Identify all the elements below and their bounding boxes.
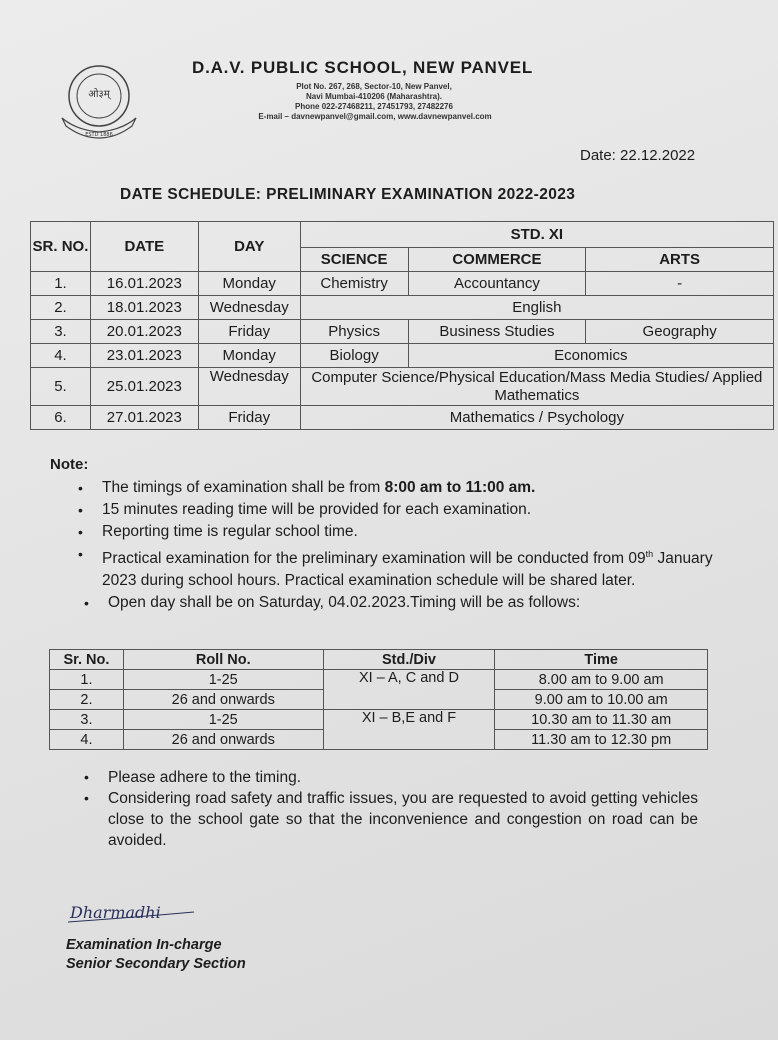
table-row: [50, 710, 708, 730]
list-item: • Considering road safety and traffic issues, you are requested to avoid getting vehicles close to the school gate so that the inconvenience and congestion on road can be avoided.: [108, 788, 698, 851]
cell-date: 18.01.2023: [90, 296, 198, 320]
table-row: [31, 406, 774, 430]
header-roll-no: Roll No.: [123, 650, 323, 670]
list-item: • Please adhere to the timing.: [108, 767, 698, 788]
cell-day: Monday: [198, 272, 300, 296]
address-line: Navi Mumbai-410206 (Maharashtra).: [305, 92, 443, 101]
table-row: [31, 272, 774, 296]
header-time: Time: [495, 650, 708, 670]
list-item: • Practical examination for the preliminary examination will be conducted from 09th January 2023 during school hours. Practical examination schedule will be shared later.: [102, 543, 722, 592]
cell-sr: 2.: [31, 296, 91, 320]
cell-sr: 3.: [31, 320, 91, 344]
cell-date: 23.01.2023: [90, 344, 198, 368]
cell-std-div: XI – A, C and D: [323, 670, 495, 710]
notice-date: Date: 22.12.2022: [580, 147, 696, 164]
table-row: [31, 368, 774, 406]
cell-date: 20.01.2023: [90, 320, 198, 344]
header-science: SCIENCE: [300, 248, 408, 272]
cell-arts: -: [586, 272, 774, 296]
cell-std-div: XI – B,E and F: [323, 710, 495, 750]
list-item: • The timings of examination shall be from 8:00 am to 11:00 am.: [102, 477, 722, 499]
exam-schedule-table: [30, 221, 774, 430]
cell-day: Wednesday: [198, 368, 300, 406]
cell-time: 9.00 am to 10.00 am: [495, 690, 708, 710]
cell-date: 16.01.2023: [90, 272, 198, 296]
cell-sr: 2.: [50, 690, 124, 710]
list-item: • 15 minutes reading time will be provided for each examination.: [102, 499, 722, 521]
cell-roll: 1-25: [123, 670, 323, 690]
cell-science: Chemistry: [300, 272, 408, 296]
notes-list: [102, 477, 722, 614]
cell-date: 27.01.2023: [90, 406, 198, 430]
header-sr-no: SR. NO.: [31, 222, 91, 272]
cell-roll: 26 and onwards: [123, 690, 323, 710]
cell-date: 25.01.2023: [90, 368, 198, 406]
header-std: STD. XI: [300, 222, 773, 248]
header-date: DATE: [90, 222, 198, 272]
svg-text:ESTD 1886: ESTD 1886: [85, 132, 113, 138]
cell-commerce: Accountancy: [408, 272, 586, 296]
cell-day: Monday: [198, 344, 300, 368]
header-std-div: Std./Div: [323, 650, 495, 670]
signature-image: [66, 896, 206, 926]
cell-time: 10.30 am to 11.30 am: [495, 710, 708, 730]
cell-commerce: Business Studies: [408, 320, 586, 344]
cell-all-streams: Mathematics / Psychology: [300, 406, 773, 430]
email-line: E-mail – davnewpanvel@gmail.com, www.davnewpanvel.com: [258, 112, 492, 121]
header-sr-no: Sr. No.: [50, 650, 124, 670]
cell-commerce-arts: Economics: [408, 344, 773, 368]
cell-sr: 6.: [31, 406, 91, 430]
cell-roll: 1-25: [123, 710, 323, 730]
list-item: • Open day shall be on Saturday, 04.02.2023.Timing will be as follows:: [108, 592, 722, 614]
phone-line: Phone 022-27468211, 27451793, 27482276: [295, 102, 453, 111]
notes-list-2: [108, 767, 698, 851]
signatory-section: Senior Secondary Section: [66, 956, 246, 972]
cell-day: Wednesday: [198, 296, 300, 320]
cell-day: Friday: [198, 406, 300, 430]
header-day: DAY: [198, 222, 300, 272]
school-name: D.A.V. PUBLIC SCHOOL, NEW PANVEL: [192, 58, 534, 77]
table-row: [50, 670, 708, 690]
cell-sr: 4.: [50, 730, 124, 750]
cell-all-streams: Computer Science/Physical Education/Mass Media Studies/ Applied Mathematics: [300, 368, 773, 406]
cell-time: 8.00 am to 9.00 am: [495, 670, 708, 690]
svg-text:ओ३म्: ओ३म्: [88, 89, 110, 100]
cell-roll: 26 and onwards: [123, 730, 323, 750]
note-label: Note:: [50, 456, 89, 473]
list-item: • Reporting time is regular school time.: [102, 521, 722, 543]
cell-sr: 1.: [50, 670, 124, 690]
open-day-table: [49, 649, 708, 750]
table-row: [31, 320, 774, 344]
cell-science: Physics: [300, 320, 408, 344]
cell-sr: 3.: [50, 710, 124, 730]
cell-day: Friday: [198, 320, 300, 344]
school-emblem-icon: [56, 56, 142, 142]
page-title: DATE SCHEDULE: PRELIMINARY EXAMINATION 2022-2023: [120, 186, 576, 203]
header-commerce: COMMERCE: [408, 248, 586, 272]
cell-sr: 5.: [31, 368, 91, 406]
address-line: Plot No. 267, 268, Sector-10, New Panvel,: [296, 82, 452, 91]
table-row: [31, 296, 774, 320]
header-arts: ARTS: [586, 248, 774, 272]
cell-all-streams: English: [300, 296, 773, 320]
cell-sr: 4.: [31, 344, 91, 368]
table-row: [31, 344, 774, 368]
cell-arts: Geography: [586, 320, 774, 344]
cell-science: Biology: [300, 344, 408, 368]
svg-text:Dharmadhi: Dharmadhi: [70, 903, 161, 922]
cell-time: 11.30 am to 12.30 pm: [495, 730, 708, 750]
cell-sr: 1.: [31, 272, 91, 296]
signatory-title: Examination In-charge: [66, 937, 222, 953]
